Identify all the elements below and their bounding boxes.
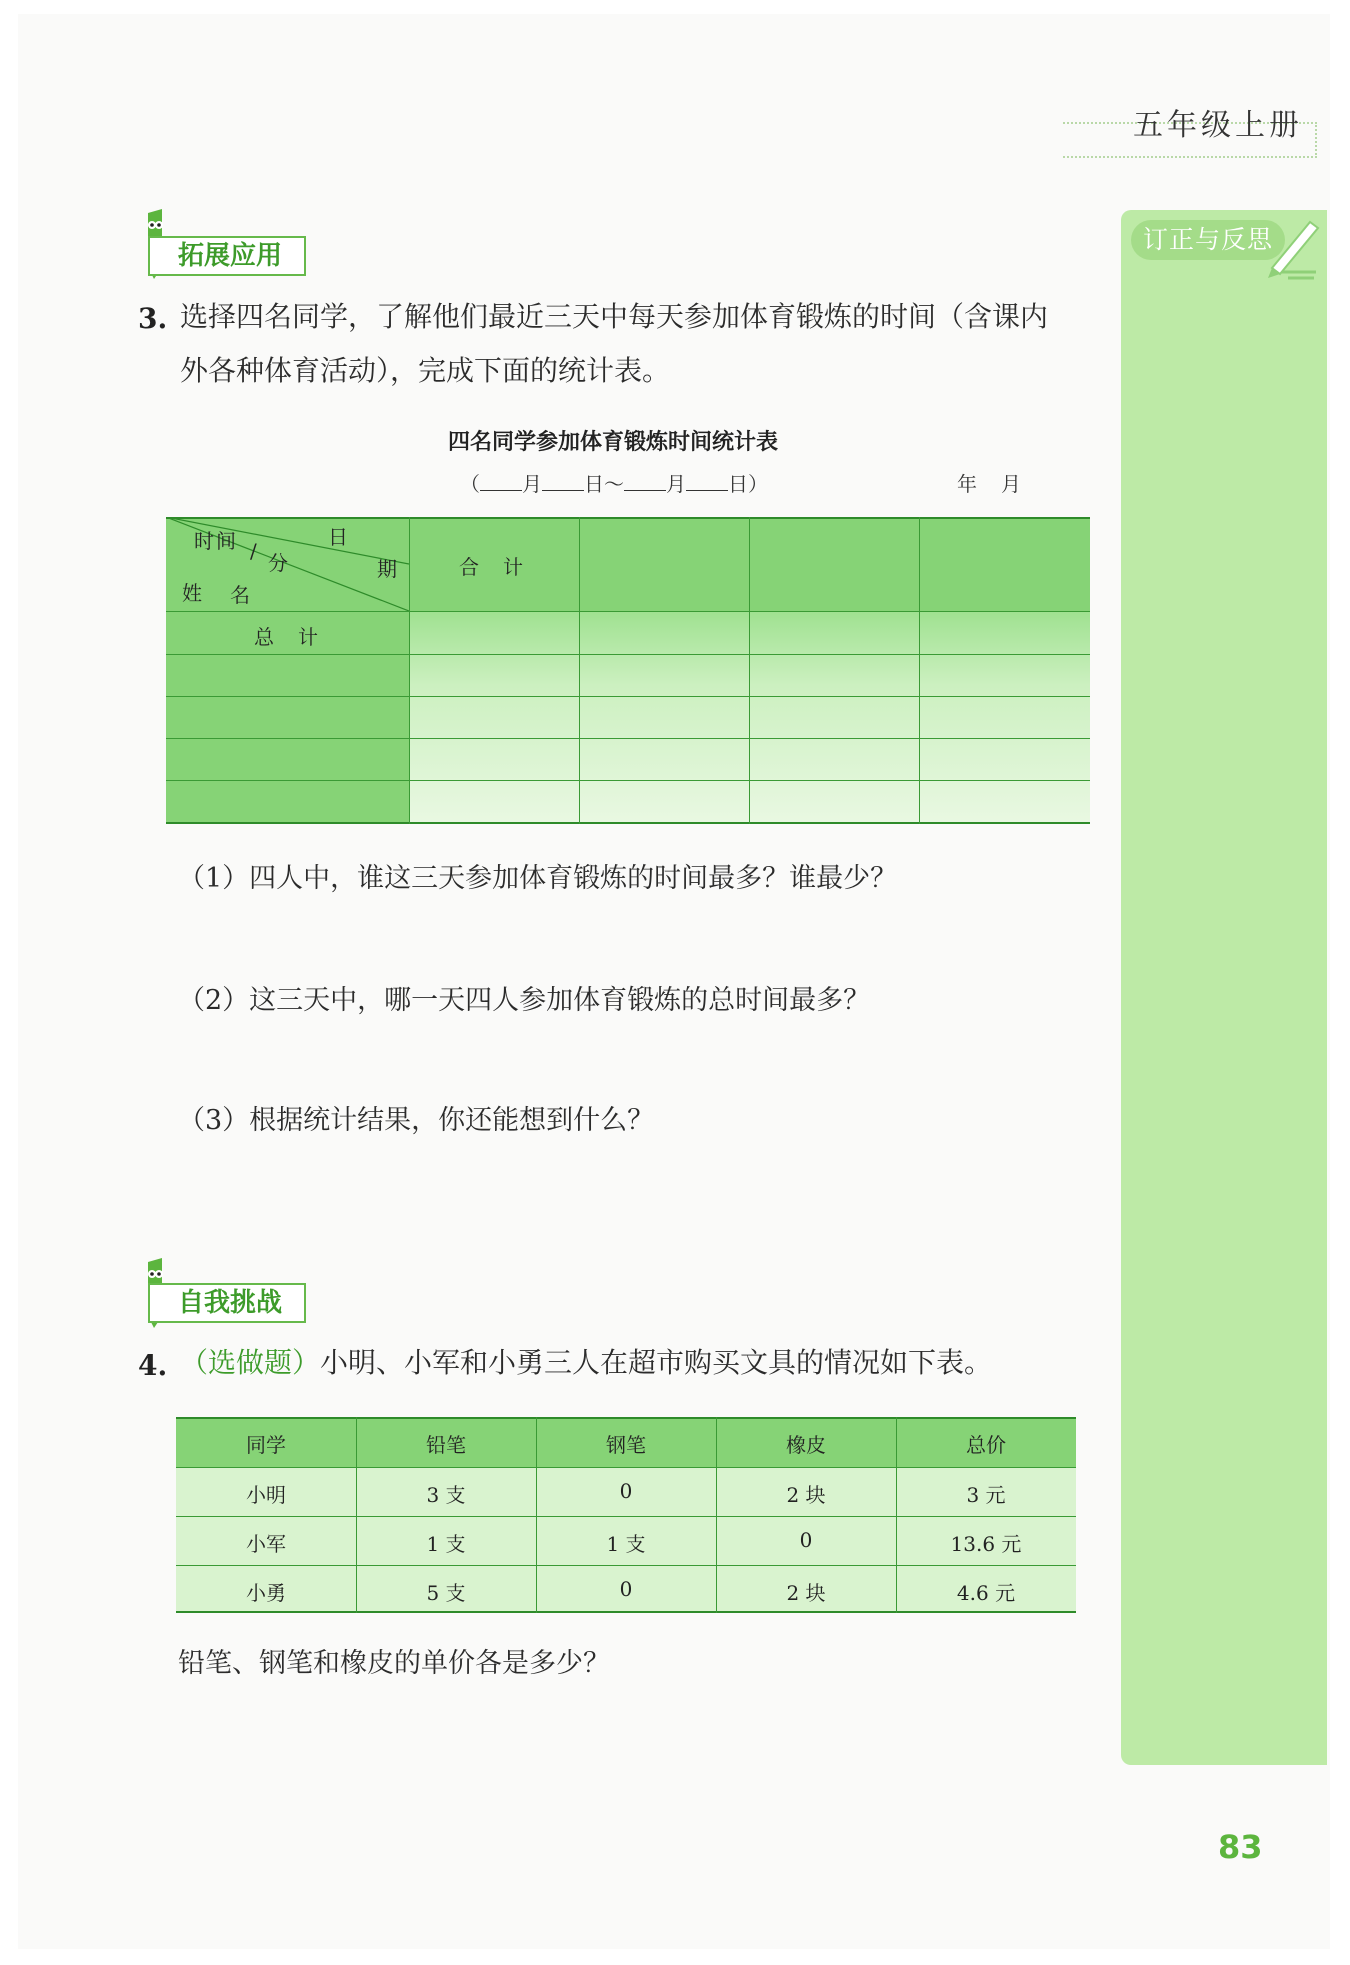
row-grand-total: 总 计 — [254, 625, 320, 649]
date-open: （ — [460, 472, 480, 496]
question-number: 3. — [138, 302, 168, 335]
table-col-line — [579, 517, 580, 824]
price-table-line — [176, 1611, 1076, 1613]
table-row-line — [166, 611, 1090, 612]
price-table-line — [176, 1417, 1076, 1419]
price-table-line — [176, 1516, 1076, 1517]
price-cell: 2 块 — [786, 1581, 826, 1605]
header-name-label-1: 姓 — [182, 581, 204, 605]
price-cell: 3 支 — [426, 1483, 466, 1507]
table-row-line — [166, 738, 1090, 739]
sub-question-2: （2）这三天中，哪一天四人参加体育锻炼的总时间最多？ — [178, 985, 871, 1016]
price-cell: 13.6 元 — [950, 1532, 1022, 1556]
date-blank[interactable] — [624, 472, 666, 491]
header-slash: / — [250, 539, 259, 563]
section-tag-extension — [148, 236, 306, 276]
correction-panel-title: 订正与反思 — [1131, 220, 1285, 260]
date-blank[interactable] — [686, 472, 728, 491]
price-cell: 0 — [619, 1577, 633, 1601]
question-number: 4. — [138, 1349, 168, 1382]
year-month-label: 年 月 — [957, 472, 1023, 496]
price-cell: 2 块 — [786, 1483, 826, 1507]
header-time-label: 时间 — [194, 529, 238, 553]
question-text-line: 选择四名同学，了解他们最近三天中每天参加体育锻炼的时间（含课内 — [180, 300, 1049, 333]
question-body: 小明、小军和小勇三人在超市购买文具的情况如下表。 — [320, 1346, 993, 1379]
section-tag-label: 自我挑战 — [178, 1288, 283, 1318]
grade-label: 五年级上册 — [1133, 108, 1303, 143]
header-period-label: 期 — [377, 557, 399, 581]
page-number: 83 — [1218, 1828, 1263, 1866]
unit-price-question: 铅笔、钢笔和橡皮的单价各是多少？ — [178, 1648, 610, 1679]
price-cell: 4.6 元 — [956, 1581, 1016, 1605]
price-cell: 5 支 — [426, 1581, 466, 1605]
price-cell: 3 元 — [966, 1483, 1006, 1507]
date-range — [460, 468, 768, 497]
price-header-cell: 总价 — [966, 1433, 1006, 1457]
price-cell: 0 — [799, 1528, 813, 1552]
pen-icon — [1262, 212, 1328, 284]
price-cell: 小勇 — [246, 1581, 286, 1605]
table-col-line — [919, 517, 920, 824]
table-col-line — [409, 517, 410, 824]
day-label: 日 — [584, 472, 604, 496]
date-blank[interactable] — [542, 472, 584, 491]
table-row-line — [166, 654, 1090, 655]
table-row-line — [166, 696, 1090, 697]
question-text-line: 外各种体育活动），完成下面的统计表。 — [180, 354, 671, 387]
optional-hint: （选做题） — [180, 1346, 321, 1379]
exercise-stat-table — [166, 517, 1090, 824]
sub-question-3: （3）根据统计结果，你还能想到什么？ — [178, 1105, 655, 1136]
section-tag-challenge — [148, 1283, 306, 1323]
table-row-line — [166, 780, 1090, 781]
price-cell: 1 支 — [426, 1532, 466, 1556]
price-header-cell: 铅笔 — [426, 1433, 466, 1457]
question-text-line — [180, 1336, 992, 1390]
correction-panel — [1121, 210, 1327, 1765]
price-table-line — [176, 1467, 1076, 1468]
table-col-line — [749, 517, 750, 824]
section-tag-label: 拓展应用 — [178, 241, 283, 271]
stationery-price-table — [176, 1417, 1076, 1613]
header-name-label-2: 名 — [230, 583, 252, 607]
price-cell: 0 — [619, 1479, 633, 1503]
price-header-cell: 钢笔 — [606, 1433, 646, 1457]
sub-question-1: （1）四人中，谁这三天参加体育锻炼的时间最多？谁最少？ — [178, 863, 898, 894]
price-cell: 1 支 — [606, 1532, 646, 1556]
price-table-line — [176, 1565, 1076, 1566]
header-day-label: 日 — [328, 525, 350, 549]
month-label: 月 — [666, 472, 686, 496]
table-title: 四名同学参加体育锻炼时间统计表 — [448, 430, 779, 455]
price-header-cell: 橡皮 — [786, 1433, 826, 1457]
date-blank[interactable] — [480, 472, 522, 491]
header-minute-label: 分 — [268, 551, 290, 575]
price-cell: 小明 — [246, 1483, 286, 1507]
header-total-column: 合 计 — [459, 555, 525, 579]
date-close: 日） — [728, 472, 768, 496]
price-cell: 小军 — [246, 1532, 286, 1556]
month-label: 月 — [522, 472, 542, 496]
tilde: ～ — [604, 472, 624, 496]
price-header-cell: 同学 — [246, 1433, 286, 1457]
table-border-bottom — [166, 822, 1090, 824]
